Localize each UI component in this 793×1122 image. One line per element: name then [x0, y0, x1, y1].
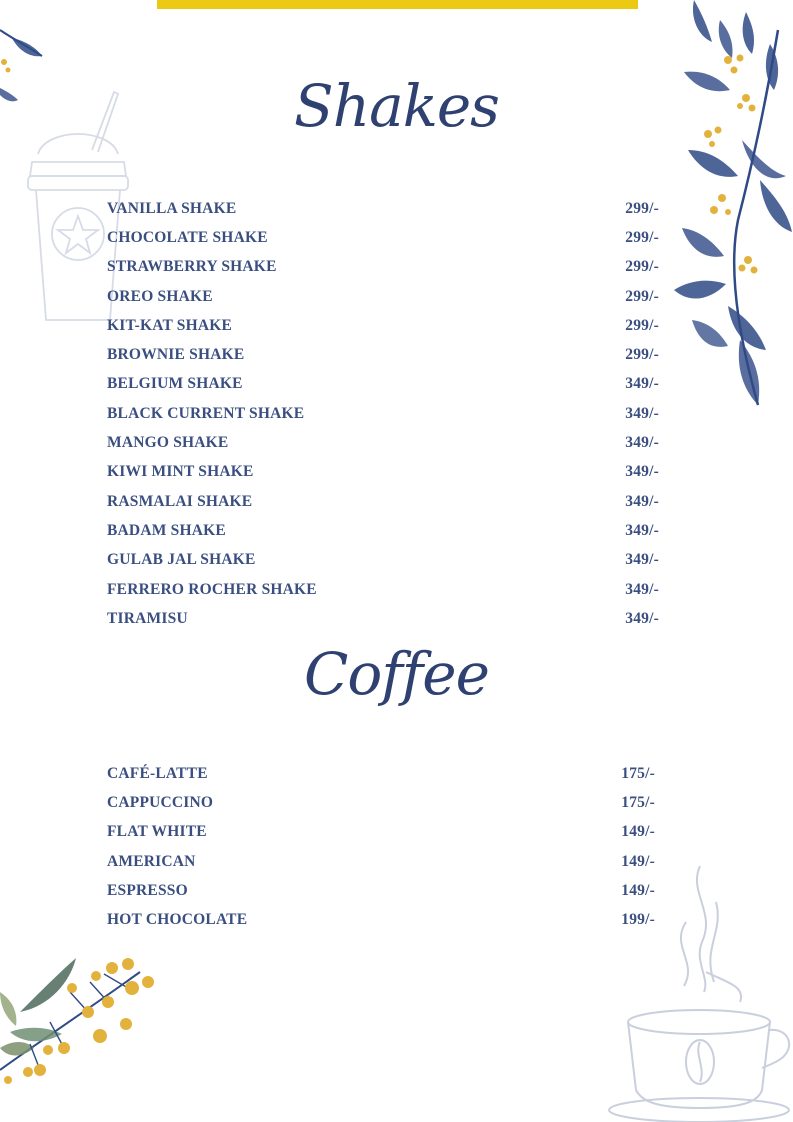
item-name: FLAT WHITE — [107, 823, 207, 841]
item-name: KIWI MINT SHAKE — [107, 463, 254, 481]
menu-item-badam-shake — [107, 516, 659, 545]
item-price: 199/- — [621, 911, 655, 929]
item-name: BADAM SHAKE — [107, 521, 226, 539]
menu-item-mango-shake — [107, 428, 659, 457]
item-name: KIT-KAT SHAKE — [107, 316, 233, 334]
item-price: 299/- — [625, 346, 659, 364]
menu-item-espresso — [107, 876, 655, 905]
item-name: FERRERO ROCHER SHAKE — [107, 580, 317, 598]
item-name: CAFÉ-LATTE — [107, 764, 208, 782]
item-price: 349/- — [625, 580, 659, 598]
shakes-menu-list — [107, 194, 659, 633]
menu-item-belgium-shake — [107, 370, 659, 399]
blue-leaf-branch-icon — [668, 0, 793, 412]
item-price: 349/- — [625, 551, 659, 569]
item-name: MANGO SHAKE — [107, 434, 229, 452]
item-name: CAPPUCCINO — [107, 793, 214, 811]
menu-item-hot-chocolate — [107, 905, 655, 934]
menu-item-chocolate-shake — [107, 223, 659, 252]
item-price: 299/- — [625, 258, 659, 276]
menu-item-vanilla-shake — [107, 194, 659, 223]
menu-item-cafe-latte — [107, 759, 655, 788]
menu-item-flat-white — [107, 818, 655, 847]
item-name: BELGIUM SHAKE — [107, 375, 243, 393]
item-name: AMERICAN — [107, 852, 196, 870]
item-price: 175/- — [621, 764, 655, 782]
item-name: CHOCOLATE SHAKE — [107, 228, 268, 246]
item-name: GULAB JAL SHAKE — [107, 551, 256, 569]
menu-item-rasmalai-shake — [107, 487, 659, 516]
item-price: 349/- — [625, 463, 659, 481]
item-price: 149/- — [621, 823, 655, 841]
item-price: 349/- — [625, 521, 659, 539]
item-price: 149/- — [621, 881, 655, 899]
item-price: 349/- — [625, 609, 659, 627]
green-leaf-berry-branch-icon — [0, 952, 160, 1092]
menu-item-oreo-shake — [107, 282, 659, 311]
menu-item-american — [107, 847, 655, 876]
menu-item-kiwi-mint-shake — [107, 458, 659, 487]
menu-item-cappuccino — [107, 788, 655, 817]
item-price: 299/- — [625, 228, 659, 246]
menu-item-black-current-shake — [107, 399, 659, 428]
menu-item-ferrero-rocher-shake — [107, 575, 659, 604]
item-price: 349/- — [625, 375, 659, 393]
menu-item-tiramisu — [107, 604, 659, 633]
item-name: VANILLA SHAKE — [107, 199, 237, 217]
item-name: STRAWBERRY SHAKE — [107, 258, 277, 276]
menu-item-gulab-jal-shake — [107, 546, 659, 575]
item-price: 349/- — [625, 404, 659, 422]
item-name: BLACK CURRENT SHAKE — [107, 404, 305, 422]
item-name: ESPRESSO — [107, 881, 188, 899]
coffee-menu-list — [107, 759, 655, 935]
item-name: BROWNIE SHAKE — [107, 346, 245, 364]
item-price: 299/- — [625, 287, 659, 305]
menu-item-kit-kat-shake — [107, 311, 659, 340]
top-accent-bar — [157, 0, 638, 9]
item-price: 299/- — [625, 316, 659, 334]
item-price: 349/- — [625, 434, 659, 452]
item-name: TIRAMISU — [107, 609, 188, 627]
coffee-section-title: Coffee — [304, 640, 489, 708]
menu-item-brownie-shake — [107, 340, 659, 369]
item-price: 149/- — [621, 852, 655, 870]
item-name: OREO SHAKE — [107, 287, 213, 305]
item-price: 299/- — [625, 199, 659, 217]
item-name: HOT CHOCOLATE — [107, 911, 248, 929]
shakes-section-title: Shakes — [294, 72, 499, 140]
item-price: 349/- — [625, 492, 659, 510]
menu-item-strawberry-shake — [107, 253, 659, 282]
item-name: RASMALAI SHAKE — [107, 492, 253, 510]
item-price: 175/- — [621, 793, 655, 811]
